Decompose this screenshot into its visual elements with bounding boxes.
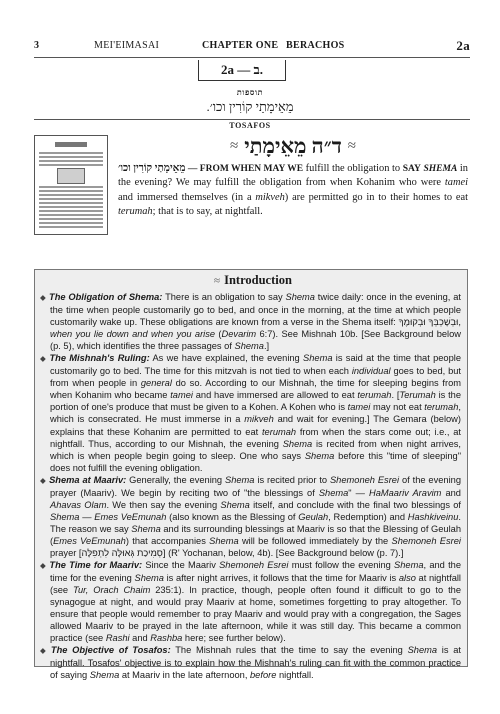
page-number: 3 [34, 40, 40, 51]
tractate-label: BERACHOS [286, 40, 345, 51]
tosafos-translation: מֵאֵימָתַי קוֹרִין וכו׳ — FROM WHEN MAY WE fulfill the obligation to SAY SHEMA in the evening? We may fulfill the obligation from when Kohanim who were tamei and immersed themselves (in a mikveh) are permitted go in to their homes to eat terumah; that is to say, at nightfall. [118, 163, 468, 218]
intro-paragraph: ◆ The Mishnah's Ruling: As we have explained, the evening Shema is said at the time that people customarily go to bed. The time for this mitzvah is not tied to when each individual goes to bed, but from when people in general do so. According to our Mishnah, the time for sleeping begins from when Kohanim who became tamei and have immersed are allowed to eat terumah. [Terumah is the portion of one's produce that must be given to a Kohen. A Kohen who is tamei may not eat terumah, which is consecrated. He must immerse in a mikveh and wait for evening.] The Gemara (below) explains that these Kohanim are permitted to eat terumah from when the stars come out; i.e., at nightfall. Thus, according to our Mishnah, the evening Shema is recited from when night arrives, which is when people begin going to sleep. One who says Shema before this "time of sleeping" does not fulfill the evening obligation. [40, 353, 462, 473]
introduction-content [40, 291, 461, 682]
bullet-icon: ◆ [40, 354, 47, 364]
dibur-hamaschil-text: ד״ה מֵאֵימָתַי [244, 134, 342, 158]
book-title: MEI'EIMASAI [94, 40, 160, 51]
bullet-icon: ◆ [40, 475, 47, 485]
flourish-left-icon: ≈ [229, 138, 239, 154]
intro-paragraph: ◆ The Obligation of Shema: There is an obligation to say Shema twice daily: once in the evening, at the time when people customarily go to bed, and once in the morning, at the time at which people customarily wake up. These obligations are known from a verse in the Shema itself: וּבְשָׁכְבְּךָ וּבְקוּמֶךָ, when you lie down and when you arise (Devarim 6:7). See Mishnah 10b. [See Background below (p. 5), which identifies the three passages of Shema.] [40, 292, 462, 352]
bullet-icon: ◆ [40, 646, 48, 656]
flourish-icon: ≈ [214, 275, 221, 287]
daf-label: 2a — ב. [198, 60, 286, 81]
header-rule [34, 57, 470, 58]
bullet-icon: ◆ [40, 561, 47, 571]
introduction-box [34, 269, 468, 681]
tosafos-english-label: TOSAFOS [229, 121, 271, 130]
flourish-right-icon: ≈ [347, 138, 357, 154]
daf-page-thumbnail [34, 135, 108, 235]
introduction-title: ≈ Introduction [214, 273, 292, 287]
running-header [34, 40, 470, 56]
bullet-icon: ◆ [40, 293, 47, 302]
tosafos-hebrew-label: תוספות [236, 88, 264, 97]
tosafos-rule [34, 119, 470, 120]
folio-label: 2a [456, 38, 470, 53]
chapter-label: CHAPTER ONE [202, 40, 279, 51]
intro-paragraph: ◆ Shema at Maariv: Generally, the evening Shema is recited prior to Shemoneh Esrei of the evening prayer (Maariv). We begin by reciting two of "the blessings of Shema" — HaMaariv Aravim and Ahavas Olam. We then say the evening Shema itself, and conclude with the final two blessings of Shema — Emes VeEmunah (also known as the Blessing of Geulah, Redemption) and Hashkiveinu. The reason we say Shema and its surrounding blessings at Maariv is so that the Blessing of Geulah (Emes VeEmunah) that accompanies Shema will be followed immediately by the Shemoneh Esrei prayer [סְמִיכַת גְּאוּלָּה לִתְפִלָּה] (R' Yochanan, below, 4b). [See Background below (p. 7).] [40, 474, 462, 558]
intro-paragraph: ◆ The Time for Maariv: Since the Maariv Shemoneh Esrei must follow the evening Shema, and the time for the evening Shema is after night arrives, it follows that the time for Maariv is also at nightfall (see Tur, Orach Chaim 235:1). In practice, though, people often found it difficult to go to the synagogue at night, and would pray Maariv at home, sometimes forgetting to pray altogether. To ensure that people would remember to pray Maariv and would pray with a congregation, the Sages allowed Maariv to be prayed in the late afternoon, while it was still day. This became a common practice (see Rashi and Rashba here; see further below). [40, 560, 461, 644]
intro-paragraph: ◆ The Objective of Tosafos: The Mishnah rules that the time to say the evening Shema is at nightfall. Tosafos' objective is to explain how the Mishnah's ruling can fit with the common practice of saying Shema at Maariv in the late afternoon, before nightfall. [40, 645, 461, 681]
dibur-hamaschil-heading [118, 134, 468, 159]
tosafos-hebrew-text: מֵאֵימָתַי קוֹרִין וכו׳. [206, 99, 294, 114]
